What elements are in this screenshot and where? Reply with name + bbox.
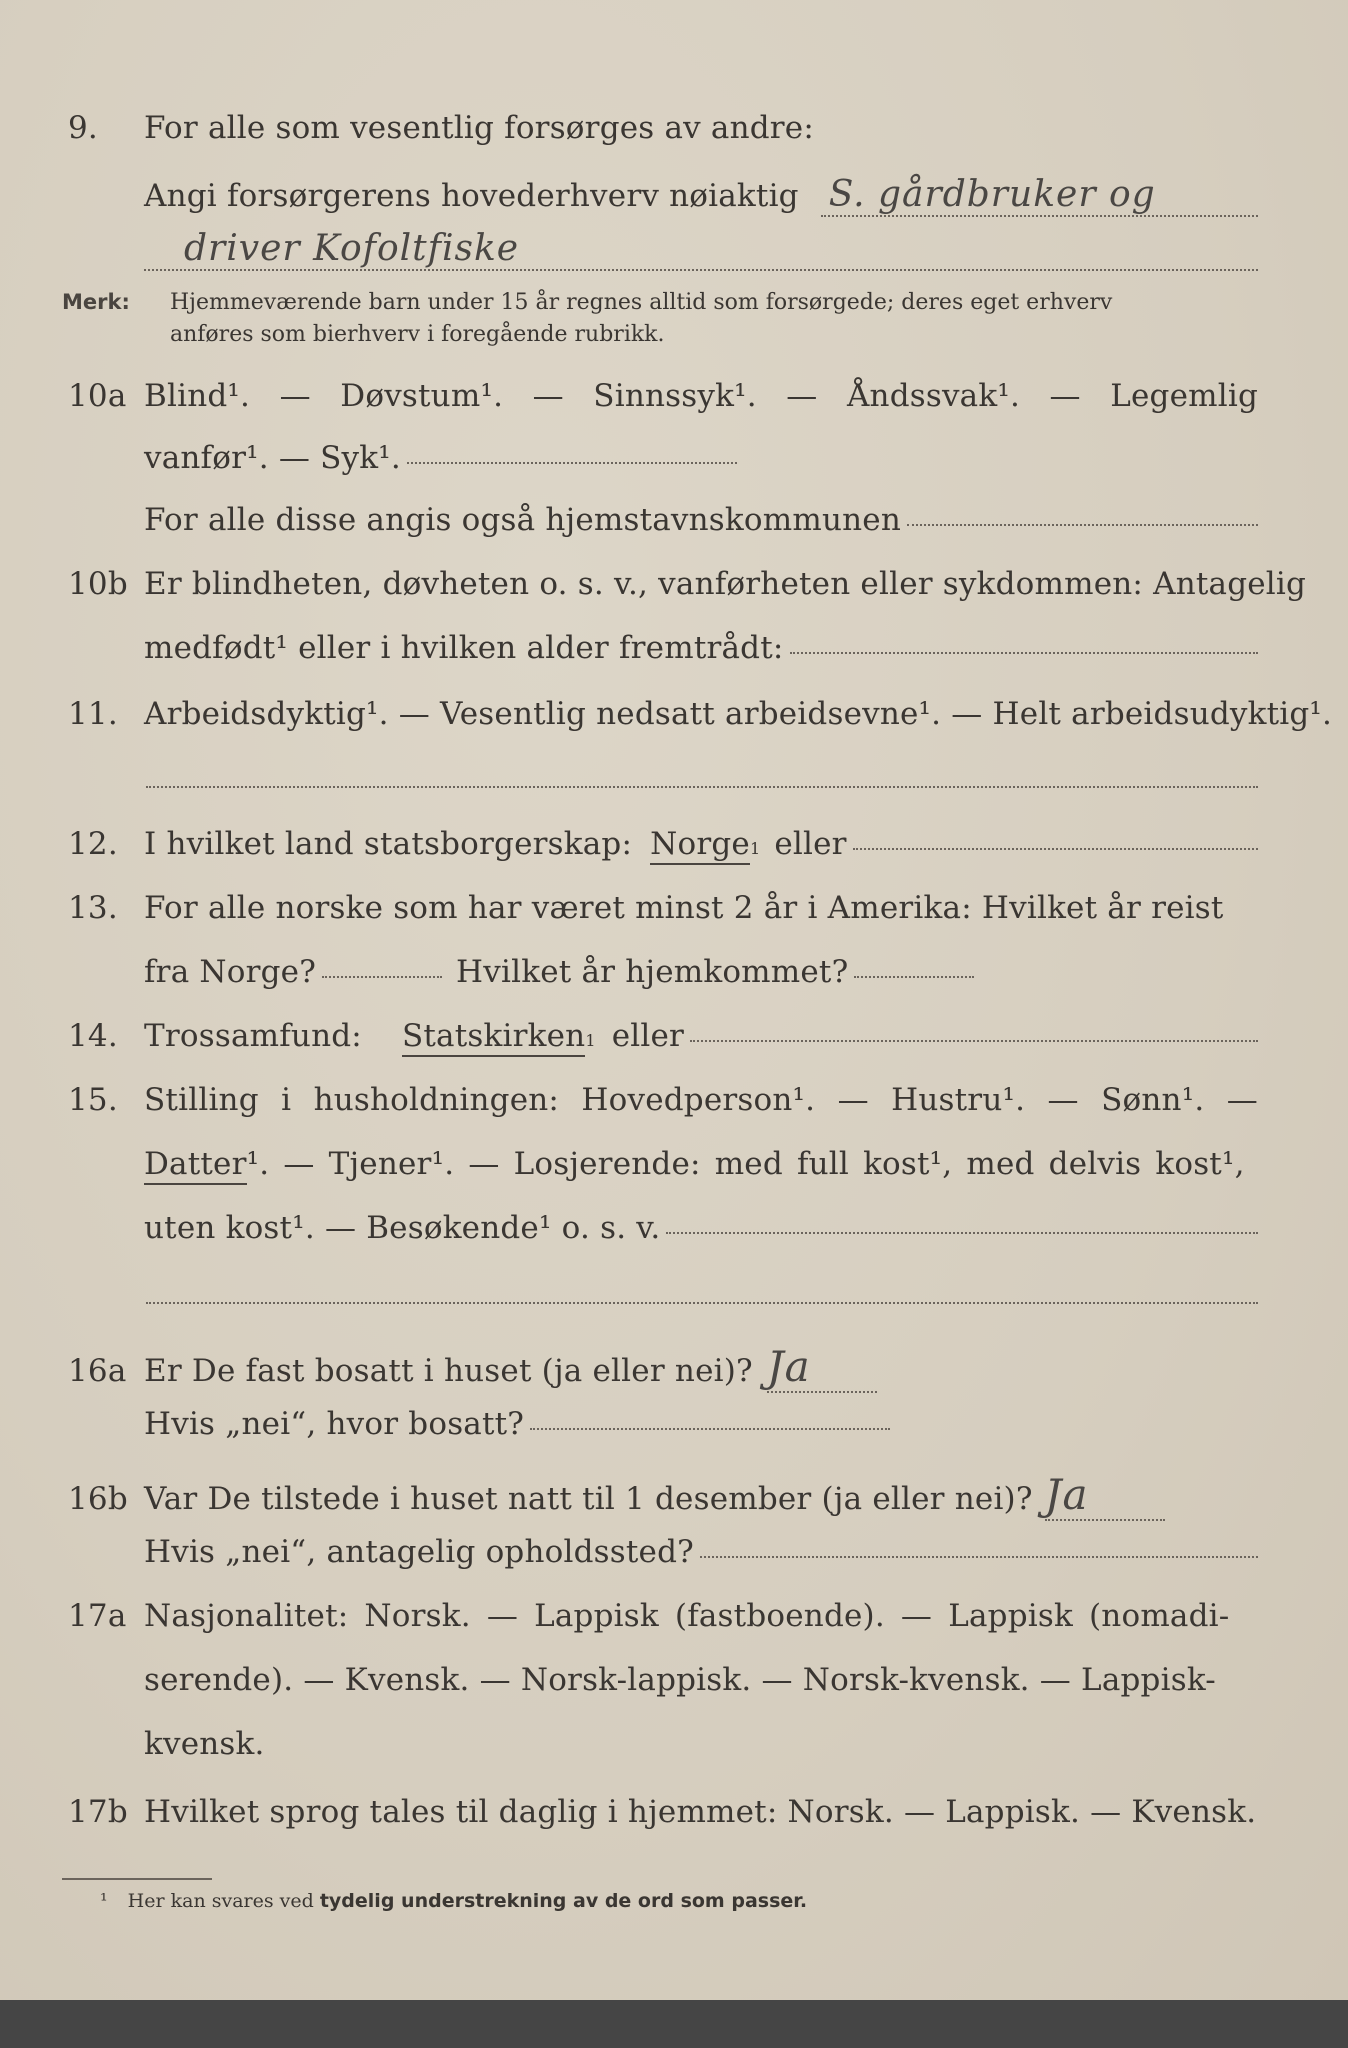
question-9-line-2: Angi forsørgerens hovederhverv nøiaktig S. gårdbruker og	[68, 174, 1258, 217]
question-13-line-1: 13. For alle norske som har været minst 2 år i Amerika: Hvilket år reist	[68, 890, 1224, 926]
question-17a-line-3: kvensk.	[144, 1726, 265, 1762]
option-blind[interactable]: Blind¹.	[144, 378, 251, 414]
option-sonn[interactable]: Sønn¹.	[1101, 1082, 1205, 1118]
handwritten-answer-ja[interactable]: Ja	[767, 1342, 877, 1393]
question-17b-line-1: 17b Hvilket sprog tales til daglig i hjemmet: Norsk. — Lappisk. — Kvensk.	[68, 1794, 1257, 1830]
question-number: 13.	[68, 890, 118, 926]
answer-line[interactable]	[146, 786, 1258, 788]
question-15-line-3: uten kost¹. — Besøkende¹ o. s. v.	[68, 1210, 1258, 1246]
answer-line[interactable]	[407, 462, 737, 464]
question-10a-line-1	[68, 378, 1258, 414]
scan-border	[0, 2000, 1348, 2048]
answer-line[interactable]	[530, 1428, 890, 1430]
question-number: 15.	[68, 1082, 118, 1118]
question-11-line-1: 11. Arbeidsdyktig¹. — Vesentlig nedsatt arbeidsevne¹. — Helt arbeidsudyktig¹.	[68, 696, 1333, 732]
answer-line-year-left[interactable]	[322, 976, 442, 978]
question-12: 12. I hvilket land statsborgerskap: Norge 1 eller	[68, 826, 1258, 865]
note-line-1: Merk: Hjemmeværende barn under 15 år regnes alltid som forsørgede; deres eget erhverv	[62, 290, 1113, 315]
question-number: 12.	[68, 826, 118, 862]
answer-line[interactable]	[690, 1040, 1258, 1042]
underlined-answer-datter[interactable]: Datter	[144, 1146, 247, 1185]
handwritten-answer-ja[interactable]: Ja	[1045, 1470, 1165, 1521]
question-13-line-2: fra Norge? Hvilket år hjemkommet?	[68, 954, 1258, 990]
option-sinnssyk[interactable]: Sinnssyk¹.	[593, 378, 757, 414]
question-16a-line-2: Hvis „nei“, hvor bosatt?	[68, 1406, 1258, 1442]
question-number: 14.	[68, 1018, 118, 1054]
question-10a-line-3: For alle disse angis også hjemstavnskommunen	[68, 502, 1258, 538]
question-number: 17b	[68, 1794, 128, 1830]
answer-line[interactable]	[700, 1556, 1258, 1558]
question-15-line-1: 15. Stilling i husholdningen: Hovedperson¹. — Hustru¹. — Sønn¹. —	[68, 1082, 1258, 1118]
answer-line[interactable]	[790, 652, 1258, 654]
handwritten-answer-1[interactable]: S. gårdbruker og	[821, 174, 1258, 217]
question-16b-line-2: Hvis „nei“, antagelig opholdssted?	[68, 1534, 1258, 1570]
question-16a-line-1: 16a Er De fast bosatt i huset (ja eller nei)? Ja	[68, 1342, 1258, 1393]
option-dovstum[interactable]: Døvstum¹.	[340, 378, 504, 414]
question-14: 14. Trossamfund: Statskirken 1 eller	[68, 1018, 1258, 1057]
question-9-line-1: 9. For alle som vesentlig forsørges av andre:	[68, 110, 814, 146]
answer-line[interactable]	[666, 1232, 1258, 1234]
handwritten-answer-2[interactable]: driver Kofoltfiske	[144, 228, 1258, 271]
question-number: 16a	[68, 1353, 127, 1389]
option-andssvak[interactable]: Åndssvak¹.	[846, 378, 1021, 414]
question-15-line-2: Datter ¹. — Tjener¹. — Losjerende: med full kost¹, med delvis kost¹,	[68, 1146, 1258, 1185]
answer-line-year-returned[interactable]	[854, 976, 974, 978]
underlined-answer-norge[interactable]: Norge	[650, 826, 750, 865]
question-17a-line-1: 17a Nasjonalitet: Norsk. — Lappisk (fastboende). — Lappisk (nomadi-	[68, 1598, 1230, 1634]
answer-line[interactable]	[907, 524, 1258, 526]
note-line-2: anføres som bierhverv i foregående rubrikk.	[170, 322, 665, 347]
underlined-answer-statskirken[interactable]: Statskirken	[402, 1018, 585, 1057]
question-number: 17a	[68, 1598, 127, 1634]
option-legemlig[interactable]: Legemlig	[1110, 378, 1258, 414]
question-number: 10a	[68, 378, 127, 414]
answer-line[interactable]	[853, 848, 1258, 850]
option-hustru[interactable]: Hustru¹.	[891, 1082, 1026, 1118]
option-hovedperson[interactable]: Hovedperson¹.	[581, 1082, 816, 1118]
question-number: 9.	[68, 110, 98, 146]
question-number: 11.	[68, 696, 118, 732]
question-number: 16b	[68, 1481, 128, 1517]
question-10b-line-2: medfødt¹ eller i hvilken alder fremtrådt:	[68, 630, 1258, 666]
question-17a-line-2: serende). — Kvensk. — Norsk-lappisk. — Norsk-kvensk. — Lappisk-	[144, 1662, 1216, 1698]
question-10a-line-2: vanfør¹. — Syk¹.	[68, 440, 1258, 476]
question-number: 10b	[68, 566, 128, 602]
question-10b-line-1: 10b Er blindheten, døvheten o. s. v., vanførheten eller sykdommen: Antagelig	[68, 566, 1307, 602]
question-9-line-3	[68, 228, 1258, 271]
note-label: Merk:	[62, 290, 130, 314]
answer-line[interactable]	[146, 1302, 1258, 1304]
footnote: ¹ Her kan svares ved tydelig understrekning av de ord som passer.	[100, 1890, 808, 1912]
disability-options: Blind¹. — Døvstum¹. — Sinnssyk¹. — Åndssvak¹. — Legemlig	[144, 378, 1258, 414]
question-16b-line-1: 16b Var De tilstede i huset natt til 1 desember (ja eller nei)? Ja	[68, 1470, 1258, 1521]
footnote-divider	[62, 1878, 212, 1880]
